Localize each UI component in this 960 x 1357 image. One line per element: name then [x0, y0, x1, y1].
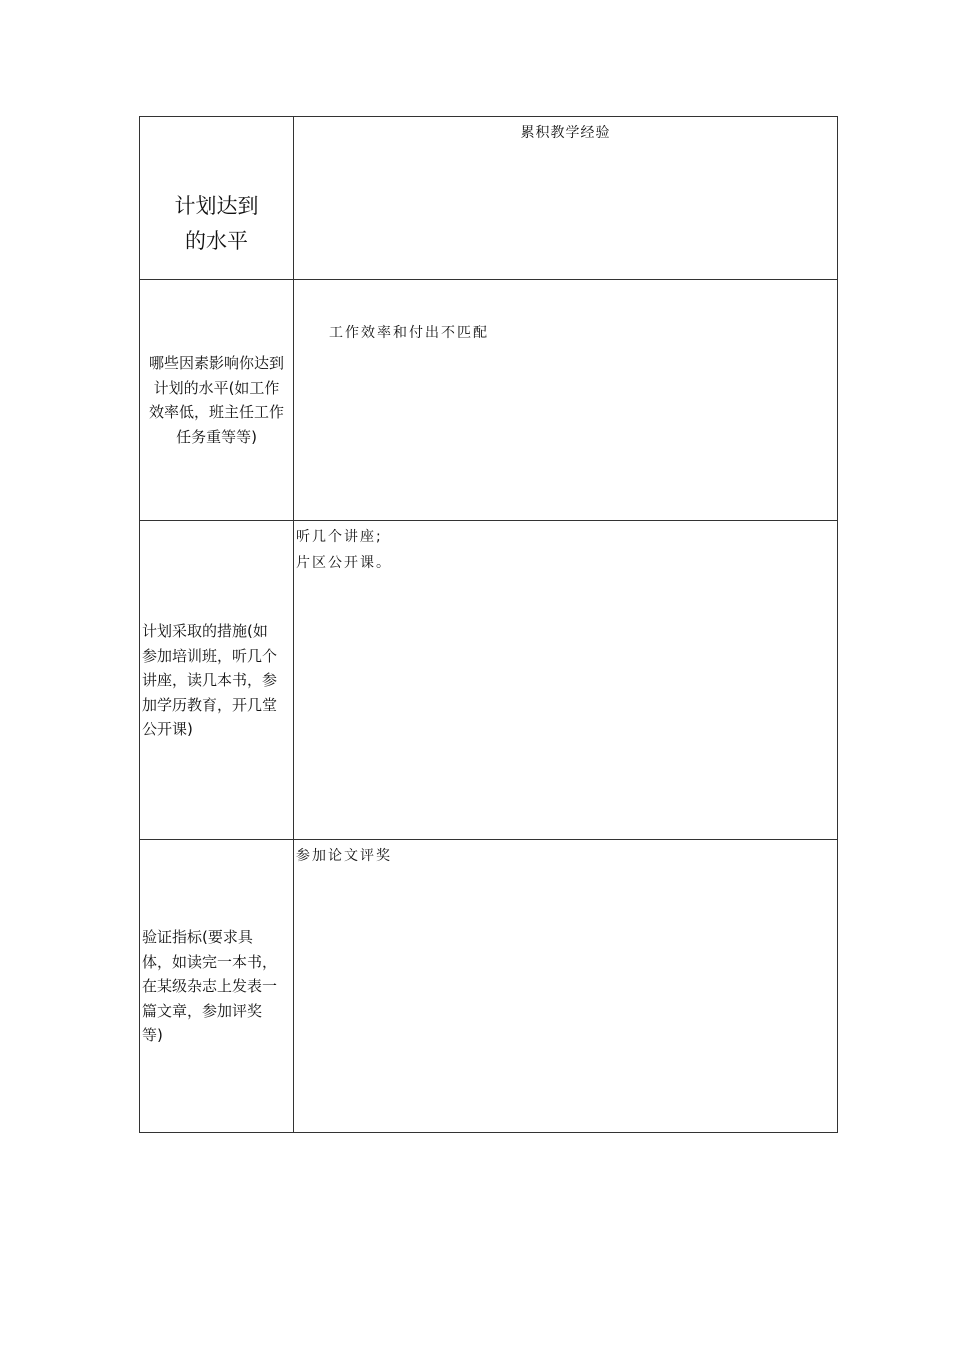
value-cell-indicators[interactable] [294, 840, 838, 1133]
value-cell-factors[interactable] [294, 280, 838, 521]
label-line: 任务重等等) [176, 427, 257, 446]
table-row [140, 280, 838, 521]
label-line: 计划达到 [174, 194, 259, 218]
value-target-level: 累积教学经验 [520, 125, 611, 141]
label-line: 参加培训班，听几个 [142, 646, 278, 665]
value-line: 听几个讲座; [296, 529, 383, 545]
table-row [140, 521, 838, 840]
label-line: 篇文章，参加评奖 [142, 1001, 263, 1020]
value-factors: 工作效率和付出不匹配 [329, 325, 489, 341]
table-row [140, 117, 838, 280]
value-cell-target-level[interactable] [294, 117, 838, 280]
label-line: 加学历教育，开几堂 [142, 695, 278, 714]
label-cell-factors [140, 280, 294, 521]
label-cell-measures [140, 521, 294, 840]
label-line: 等) [142, 1025, 163, 1044]
label-line: 讲座，读几本书，参 [142, 670, 278, 689]
label-cell-target-level [140, 117, 294, 280]
plan-table [139, 116, 838, 1133]
value-indicators: 参加论文评奖 [296, 848, 392, 864]
label-line: 的水平 [185, 229, 248, 253]
label-line: 体，如读完一本书， [142, 952, 278, 971]
label-line: 计划采取的措施(如 [142, 621, 268, 640]
label-line: 哪些因素影响你达到 [148, 354, 284, 372]
table-row [140, 840, 838, 1133]
label-line: 计划的水平(如工作 [153, 378, 280, 397]
value-measures [296, 524, 392, 576]
label-line: 公开课) [142, 719, 193, 738]
label-indicators [142, 925, 291, 1048]
value-line: 片区公开课。 [296, 555, 392, 571]
label-cell-indicators [140, 840, 294, 1133]
value-cell-measures[interactable] [294, 521, 838, 840]
label-factors [142, 351, 291, 449]
label-measures [142, 619, 291, 742]
label-target-level [142, 189, 291, 259]
label-line: 效率低，班主任工作 [148, 403, 284, 421]
label-line: 在某级杂志上发表一 [142, 976, 278, 995]
label-line: 验证指标(要求具 [142, 927, 253, 946]
